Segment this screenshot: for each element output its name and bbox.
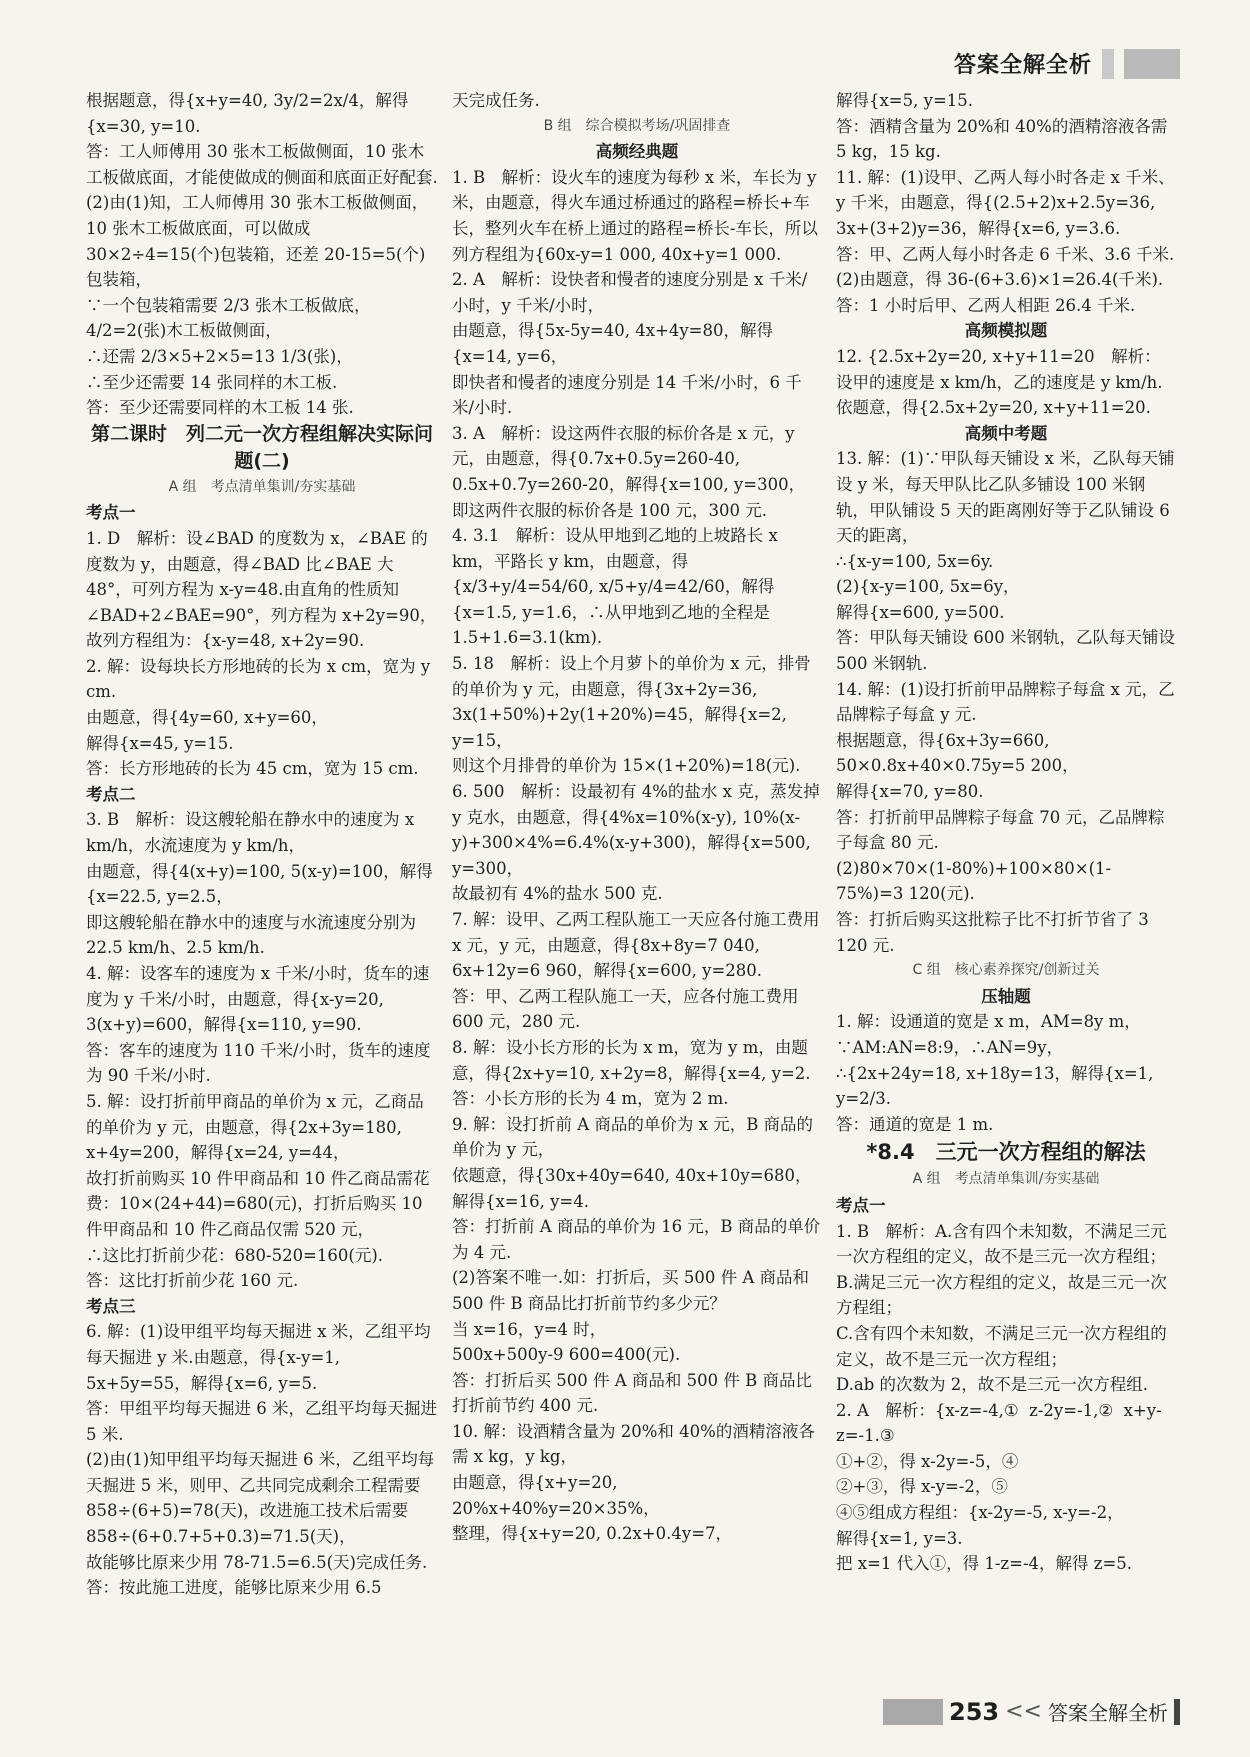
- header-grey-block: [1124, 49, 1180, 79]
- answer-paragraph: 答：甲、乙两工程队施工一天，应各付施工费用 600 元，280 元.: [452, 986, 804, 1032]
- answer-paragraph: B.满足三元一次方程组的定义，故是三元一次方程组；: [836, 1272, 1167, 1318]
- answer-paragraph: 解得{x=5, y=15.: [836, 91, 974, 110]
- answer-paragraph: 2. 解：设每块长方形地砖的长为 x cm，宽为 y cm.: [86, 656, 436, 702]
- answer-paragraph: 依题意，得{30x+40y=640, 40x+10y=680，解得{x=16, y=4.: [452, 1165, 812, 1211]
- footer-grey-block: [883, 1699, 943, 1725]
- page-number: 253: [949, 1697, 1000, 1726]
- answer-paragraph: 6. 解：(1)设甲组平均每天掘进 x 米，乙组平均每天掘进 y 米.由题意，得{x-y=1, 5x+5y=55，解得{x=6, y=5.: [86, 1322, 431, 1393]
- answer-paragraph: 答：打折后购买这批粽子比不打折节省了 3 120 元.: [836, 910, 1154, 955]
- answer-paragraph: 1. B 解析：设火车的速度为每秒 x 米，车长为 y 米，由题意，得火车通过桥通过的路程=桥长+车长，整列火车在桥上通过的路程=桥长-车长，所以列方程组为{60x-y=1 000, 40x+y=1 000.: [452, 167, 822, 264]
- answer-paragraph: 5. 解：设打折前甲商品的单价为 x 元，乙商品的单价为 y 元，由题意，得{2x+3y=180, x+4y=200，解得{x=24, y=44，: [86, 1091, 424, 1163]
- group-heading: A 组 考点清单集训/夯实基础: [912, 1171, 1100, 1188]
- answer-paragraph: 5. 18 解析：设上个月萝卜的单价为 x 元，排骨的单价为 y 元，由题意，得{3x+2y=36, 3x(1+50%)+2y(1+20%)=45，解得{x=2, y=15，: [452, 654, 811, 750]
- answer-paragraph: 解得{x=45, y=15.: [86, 733, 234, 753]
- answer-paragraph: 当 x=16，y=4 时，: [452, 1319, 607, 1339]
- header-divider-bar: [1102, 49, 1114, 79]
- answer-paragraph: 即这两件衣服的标价各是 100 元，300 元.: [452, 500, 767, 520]
- answer-paragraph: ②+③，得 x-y=-2，⑤: [836, 1477, 1008, 1497]
- answer-paragraph: 答：打折后买 500 件 A 商品和 500 件 B 商品比打折前节约 400 元.: [452, 1370, 812, 1416]
- answer-paragraph: 14. 解：(1)设打折前甲品牌粽子每盒 x 元，乙品牌粽子每盒 y 元.: [836, 679, 1175, 725]
- topic-heading: 考点三: [86, 1296, 136, 1316]
- answer-paragraph: ∴至少还需要 14 张同样的木工板.: [86, 372, 338, 392]
- page-header: [954, 48, 1180, 79]
- answer-paragraph: 整理，得{x+y=20, 0.2x+0.4y=7，: [452, 1524, 733, 1544]
- topic-heading: 考点二: [86, 784, 136, 804]
- answer-paragraph: 12. {2.5x+2y=20, x+y+11=20 解析：设甲的速度是 x km/h，乙的速度是 y km/h.依题意，得{2.5x+2y=20, x+y+11=20.: [836, 346, 1163, 418]
- answer-paragraph: ∴这比打折前少花：680-520=160(元).: [86, 1245, 383, 1265]
- answer-paragraph: 10. 解：设酒精含量为 20%和 40%的酒精溶液各需 x kg，y kg，: [452, 1421, 815, 1467]
- answer-paragraph: 答：酒精含量为 20%和 40%的酒精溶液各需 5 kg，15 kg.: [836, 116, 1173, 162]
- section-title: 压轴题: [981, 986, 1031, 1006]
- column-middle: [452, 88, 825, 1688]
- answer-paragraph: 500x+500y-9 600=400(元).: [452, 1345, 681, 1365]
- answer-paragraph: 答：至少还需要同样的木工板 14 张.: [86, 398, 354, 418]
- page-footer: [883, 1697, 1180, 1726]
- section-title: 高频经典题: [595, 142, 679, 162]
- answer-paragraph: 答：1 小时后甲、乙两人相距 26.4 千米.: [836, 295, 1136, 315]
- answer-paragraph: 4. 解：设客车的速度为 x 千米/小时，货车的速度为 y 千米/小时，由题意，得{x-y=20, 3(x+y)=600，解得{x=110, y=90.: [86, 964, 430, 1035]
- header-title: 答案全解全析: [953, 53, 1092, 78]
- answer-paragraph: 故最初有 4%的盐水 500 克.: [452, 884, 663, 904]
- answer-paragraph: 答：小长方形的长为 4 m，宽为 2 m.: [452, 1089, 729, 1109]
- answer-paragraph: (2){x-y=100, 5x=6y，: [836, 577, 1020, 597]
- answer-paragraph: 1. D 解析：设∠BAD 的度数为 x，∠BAE 的度数为 y，由题意，得∠BAD 比∠BAE 大48°，可列方程为 x-y=48.由直角的性质知∠BAD+2∠BAE=90°，列方程为 x+2y=90，故列方程组为：{x-y=48, x+2y=90.: [86, 528, 437, 651]
- answer-paragraph: 根据题意，得{6x+3y=660, 50×0.8x+40×0.75y=5 200，: [836, 730, 1079, 776]
- group-heading: C 组 核心素养探究/创新过关: [912, 962, 1100, 979]
- answer-paragraph: 6. 500 解析：设最初有 4%的盐水 x 克，蒸发掉 y 克水，由题意，得{4%x=10%(x-y), 10%(x-y)+300×4%=6.4%(x-y+300)，解得{x=500, y=300，: [452, 782, 825, 878]
- answer-paragraph: ①+②，得 x-2y=-5，④: [836, 1451, 1019, 1471]
- answer-paragraph: 解得{x=70, y=80.: [836, 782, 984, 802]
- answer-paragraph: 答：甲、乙两人每小时各走 6 千米、3.6 千米.: [836, 244, 1175, 264]
- answer-paragraph: 答：甲组平均每天掘进 6 米，乙组平均每天掘进 5 米.: [86, 1399, 443, 1444]
- section-title: 高频中考题: [964, 423, 1048, 443]
- answer-paragraph: 4. 3.1 解析：设从甲地到乙地的上坡路长 x km，平路长 y km，由题意，得{x/3+y/4=54/60, x/5+y/4=42/60，解得{x=1.5, y=1.6，∴从甲地到乙地的全程是 1.5+1.6=3.1(km).: [452, 526, 784, 648]
- footer-bar: [1174, 1699, 1180, 1725]
- column-right: [836, 88, 1181, 1688]
- answer-paragraph: ∴{2x+24y=18, x+18y=13，解得{x=1, y=2/3.: [836, 1063, 1159, 1109]
- answer-paragraph: 13. 解：(1)∵甲队每天铺设 x 米，乙队每天铺设 y 米，每天甲队比乙队多铺设 100 米钢轨，甲队铺设 5 天的距离刚好等于乙队铺设 6 天的距离，: [836, 449, 1175, 546]
- answer-paragraph: 答：客车的速度为 110 千米/小时，货车的速度为 90 千米/小时.: [86, 1040, 431, 1086]
- answer-paragraph: 答：长方形地砖的长为 45 cm，宽为 15 cm.: [86, 759, 419, 779]
- answer-paragraph: C.含有四个未知数，不满足三元一次方程组的定义，故不是三元一次方程组；: [836, 1323, 1167, 1369]
- answer-paragraph: 1. B 解析：A.含有四个未知数，不满足三元一次方程组的定义，故不是三元一次方程组；: [836, 1221, 1167, 1267]
- answer-paragraph: 由题意，得{4(x+y)=100, 5(x-y)=100，解得{x=22.5, y=2.5，: [86, 861, 433, 907]
- answer-paragraph: (2)80×70×(1-80%)+100×80×(1-75%)=3 120(元).: [836, 858, 1112, 904]
- answer-paragraph: 天完成任务.: [452, 91, 540, 110]
- answer-paragraph: 答：这比打折前少花 160 元.: [86, 1271, 299, 1291]
- answer-paragraph: 解得{x=1, y=3.: [836, 1528, 963, 1548]
- answer-paragraph: 3. A 解析：设这两件衣服的标价各是 x 元，y 元，由题意，得{0.7x+0.5y=260-40, 0.5x+0.7y=260-20，解得{x=100, y=300，: [452, 423, 806, 494]
- footer-label: 答案全解全析: [1048, 1701, 1168, 1725]
- answer-paragraph: 则这个月排骨的单价为 15×(1+20%)=18(元).: [452, 756, 801, 776]
- answer-paragraph: ④⑤组成方程组：{x-2y=-5, x-y=-2，: [836, 1503, 1124, 1523]
- answer-paragraph: 2. A 解析：{x-z=-4,① z-2y=-1,② x+y-z=-1.③: [836, 1400, 1162, 1446]
- answer-paragraph: 9. 解：设打折前 A 商品的单价为 x 元，B 商品的单价为 y 元，: [452, 1114, 814, 1160]
- answer-paragraph: (2)由(1)知，工人师傅用 30 张木工板做侧面，10 张木工板做底面，可以做成 30×2÷4=15(个)包装箱，还差 20-15=5(个)包装箱，: [86, 193, 429, 290]
- answer-paragraph: 故打折前购买 10 件甲商品和 10 件乙商品需花费：10×(24+44)=680(元)，打折后购买 10 件甲商品和 10 件乙商品仅需 520 元，: [86, 1168, 430, 1239]
- double-chevron-left-icon: <<: [1005, 1699, 1042, 1724]
- answer-paragraph: ∴{x-y=100, 5x=6y.: [836, 551, 994, 571]
- answer-paragraph: 3. B 解析：设这艘轮船在静水中的速度为 x km/h，水流速度为 y km/h，: [86, 810, 420, 856]
- answer-paragraph: (2)答案不唯一.如：打折后，买 500 件 A 商品和 500 件 B 商品比打折前节约多少元？: [452, 1268, 815, 1313]
- section-title: 第二课时 列二元一次方程组解决实际问题(二): [90, 422, 433, 472]
- section-title: 高频模拟题: [964, 321, 1048, 341]
- answer-paragraph: 答：打折前 A 商品的单价为 16 元，B 商品的单价为 4 元.: [452, 1217, 821, 1262]
- answer-paragraph: 11. 解：(1)设甲、乙两人每小时各走 x 千米、y 千米，由题意，得{(2.5+2)x+2.5y=36, 3x+(3+2)y=36，解得{x=6, y=3.6.: [836, 167, 1175, 238]
- answer-paragraph: 根据题意，得{x+y=40, 3y/2=2x/4，解得{x=30, y=10.: [86, 91, 409, 136]
- answer-paragraph: ∴还需 2/3×5+2×5=13 1/3(张)，: [86, 346, 353, 366]
- answer-paragraph: 由题意，得{5x-5y=40, 4x+4y=80，解得{x=14, y=6，: [452, 321, 773, 366]
- answer-paragraph: (2)由(1)知甲组平均每天掘进 6 米，乙组平均每天掘进 5 米，则甲、乙共同完成剩余工程需要 858÷(6+5)=78(天)，改进施工技术后需要 858÷(6+0.7+5+0.3)=71.5(天)，: [86, 1450, 435, 1547]
- answer-paragraph: 把 x=1 代入①，得 1-z=-4，解得 z=5.: [836, 1554, 1133, 1574]
- answer-paragraph: 即快者和慢者的速度分别是 14 千米/小时，6 千米/小时.: [452, 372, 802, 418]
- answer-paragraph: D.ab 的次数为 2，故不是三元一次方程组.: [836, 1375, 1149, 1395]
- answer-paragraph: 8. 解：设小长方形的长为 x m，宽为 y m，由题意，得{2x+y=10, x+2y=8，解得{x=4, y=2.: [452, 1037, 811, 1083]
- group-heading: B 组 综合模拟考场/巩固排查: [543, 117, 731, 134]
- answer-paragraph: 由题意，得{x+y=20, 20%x+40%y=20×35%，: [452, 1473, 660, 1518]
- answer-paragraph: 1. 解：设通道的宽是 x m，AM=8y m，∵AM:AN=8:9，∴AN=9y，: [836, 1012, 1141, 1057]
- answer-paragraph: 答：打折前甲品牌粽子每盒 70 元，乙品牌粽子每盒 80 元.: [836, 807, 1165, 853]
- answer-paragraph: 答：通道的宽是 1 m.: [836, 1114, 994, 1134]
- answer-paragraph: 2. A 解析：设快者和慢者的速度分别是 x 千米/小时，y 千米/小时，: [452, 270, 808, 315]
- answer-paragraph: 4/2=2(张)木工板做侧面，: [86, 321, 282, 341]
- answer-paragraph: 7. 解：设甲、乙两工程队施工一天应各付施工费用 x 元，y 元，由题意，得{8x+8y=7 040, 6x+12y=6 960，解得{x=600, y=280.: [452, 910, 825, 981]
- answer-paragraph: 答：甲队每天铺设 600 米钢轨，乙队每天铺设 500 米钢轨.: [836, 628, 1181, 674]
- topic-heading: 考点一: [836, 1195, 886, 1215]
- answer-paragraph: 即这艘轮船在静水中的速度与水流速度分别为 22.5 km/h、2.5 km/h.: [86, 912, 422, 958]
- answer-paragraph: 解得{x=600, y=500.: [836, 602, 1005, 622]
- answer-paragraph: 故能够比原来少用 78-71.5=6.5(天)完成任务.: [86, 1552, 428, 1572]
- answer-paragraph: (2)由题意，得 36-(6+3.6)×1=26.4(千米).: [836, 270, 1164, 290]
- group-heading: A 组 考点清单集训/夯实基础: [168, 478, 356, 495]
- answer-paragraph: 答：工人师傅用 30 张木工板做侧面，10 张木工板做底面，才能使做成的侧面和底面正好配套.: [86, 142, 438, 187]
- column-left: [86, 88, 443, 1688]
- answer-paragraph: 答：按此施工进度，能够比原来少用 6.5: [86, 1578, 382, 1598]
- answer-paragraph: ∵一个包装箱需要 2/3 张木工板做底，: [86, 295, 371, 315]
- topic-heading: 考点一: [86, 503, 136, 523]
- answer-paragraph: 由题意，得{4y=60, x+y=60，: [86, 708, 328, 728]
- section-title: *8.4 三元一次方程组的解法: [866, 1140, 1146, 1165]
